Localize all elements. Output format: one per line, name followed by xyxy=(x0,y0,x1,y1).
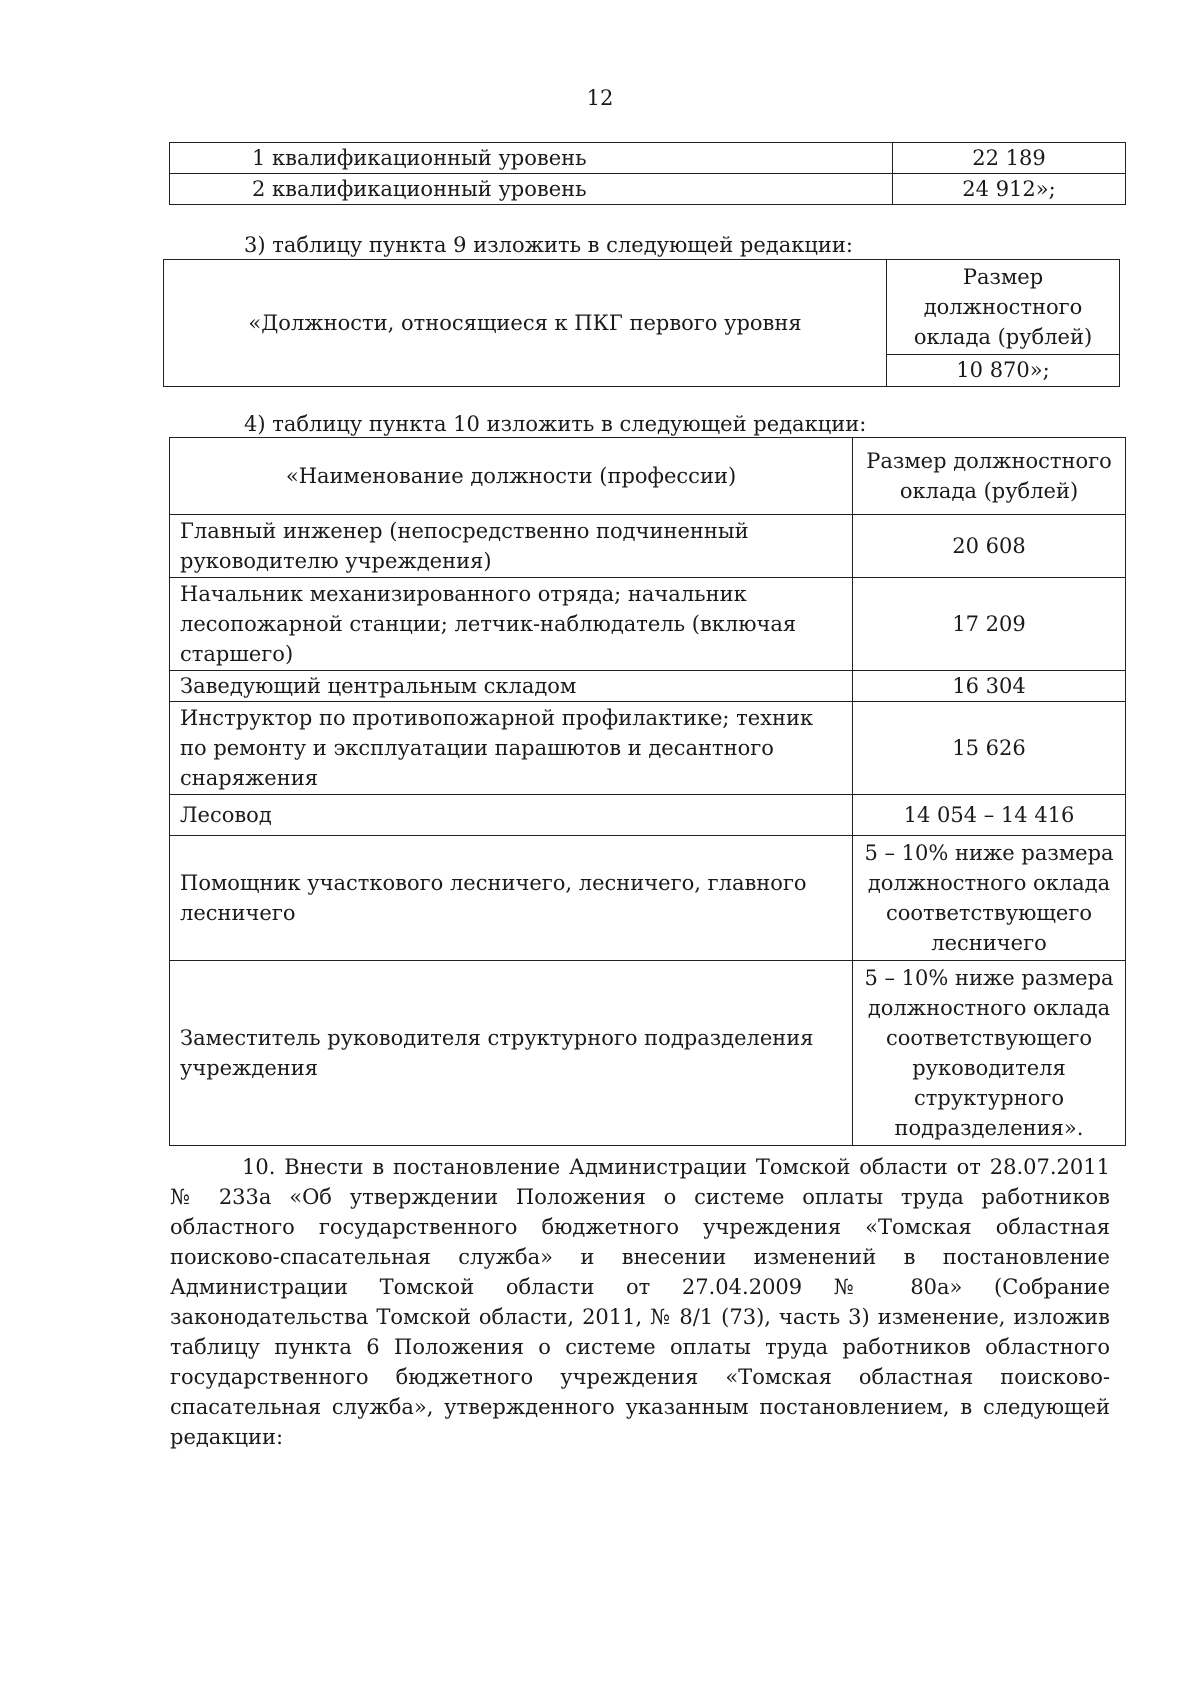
position-name: Лесовод xyxy=(170,795,853,836)
table-row xyxy=(170,671,1126,702)
position-name: Заведующий центральным складом xyxy=(170,671,853,702)
qualification-levels-table xyxy=(169,142,1126,205)
salary-value: 10 870»; xyxy=(887,354,1120,386)
position-salary: 14 054 – 14 416 xyxy=(853,795,1126,836)
table-header-row xyxy=(164,260,1120,355)
positions-salary-table xyxy=(169,437,1126,1146)
table-row xyxy=(170,836,1126,961)
level-label: 1 квалификационный уровень xyxy=(170,143,893,174)
section-3-title: 3) таблицу пункта 9 изложить в следующей редакции: xyxy=(244,233,853,257)
position-name: Помощник участкового лесничего, лесничего, главного лесничего xyxy=(170,836,853,961)
table-row xyxy=(170,702,1126,795)
table-row xyxy=(170,961,1126,1146)
level-label: 2 квалификационный уровень xyxy=(170,174,893,205)
position-salary: 16 304 xyxy=(853,671,1126,702)
page-number: 12 xyxy=(586,86,614,110)
position-salary: 5 – 10% ниже размера должностного оклада соответствующего лесничего xyxy=(853,836,1126,961)
level-value: 22 189 xyxy=(893,143,1126,174)
table-row xyxy=(170,143,1126,174)
table-row xyxy=(170,795,1126,836)
table-header-row xyxy=(170,438,1126,515)
position-name: Заместитель руководителя структурного подразделения учреждения xyxy=(170,961,853,1146)
position-salary: 17 209 xyxy=(853,578,1126,671)
table-row xyxy=(170,515,1126,578)
position-name: Главный инженер (непосредственно подчиненный руководителю учреждения) xyxy=(170,515,853,578)
position-name: Начальник механизированного отряда; начальник лесопожарной станции; летчик-наблюдатель (включая старшего) xyxy=(170,578,853,671)
pkg-first-level-table xyxy=(163,259,1120,387)
table-row xyxy=(170,578,1126,671)
position-salary: 5 – 10% ниже размера должностного оклада соответствующего руководителя структурного подразделения». xyxy=(853,961,1126,1146)
header-positions: «Должности, относящиеся к ПКГ первого уровня xyxy=(164,260,887,387)
level-value: 24 912»; xyxy=(893,174,1126,205)
position-salary: 15 626 xyxy=(853,702,1126,795)
header-position-name: «Наименование должности (профессии) xyxy=(170,438,853,515)
table-row xyxy=(170,174,1126,205)
position-salary: 20 608 xyxy=(853,515,1126,578)
section-4-title: 4) таблицу пункта 10 изложить в следующей редакции: xyxy=(244,412,867,436)
header-salary: Размер должностного оклада (рублей) xyxy=(887,260,1120,355)
header-salary: Размер должностного оклада (рублей) xyxy=(853,438,1126,515)
paragraph-10: 10. Внести в постановление Администрации Томской области от 28.07.2011 № 233а «Об утверждении Положения о системе оплаты труда работников областного государственного бюджетного учреждения «Томская областная поисково-спасательная служба» и внесении изменений в постановление Администрации Томской области от 27.04.2009 № 80а» (Собрание законодательства Томской области, 2011, № 8/1 (73), часть 3) изменение, изложив таблицу пункта 6 Положения о системе оплаты труда работников областного государственного бюджетного учреждения «Томская областная поисково-спасательная служба», утвержденного указанным постановлением, в следующей редакции: xyxy=(170,1155,1110,1449)
position-name: Инструктор по противопожарной профилактике; техник по ремонту и эксплуатации парашютов и десантного снаряжения xyxy=(170,702,853,795)
